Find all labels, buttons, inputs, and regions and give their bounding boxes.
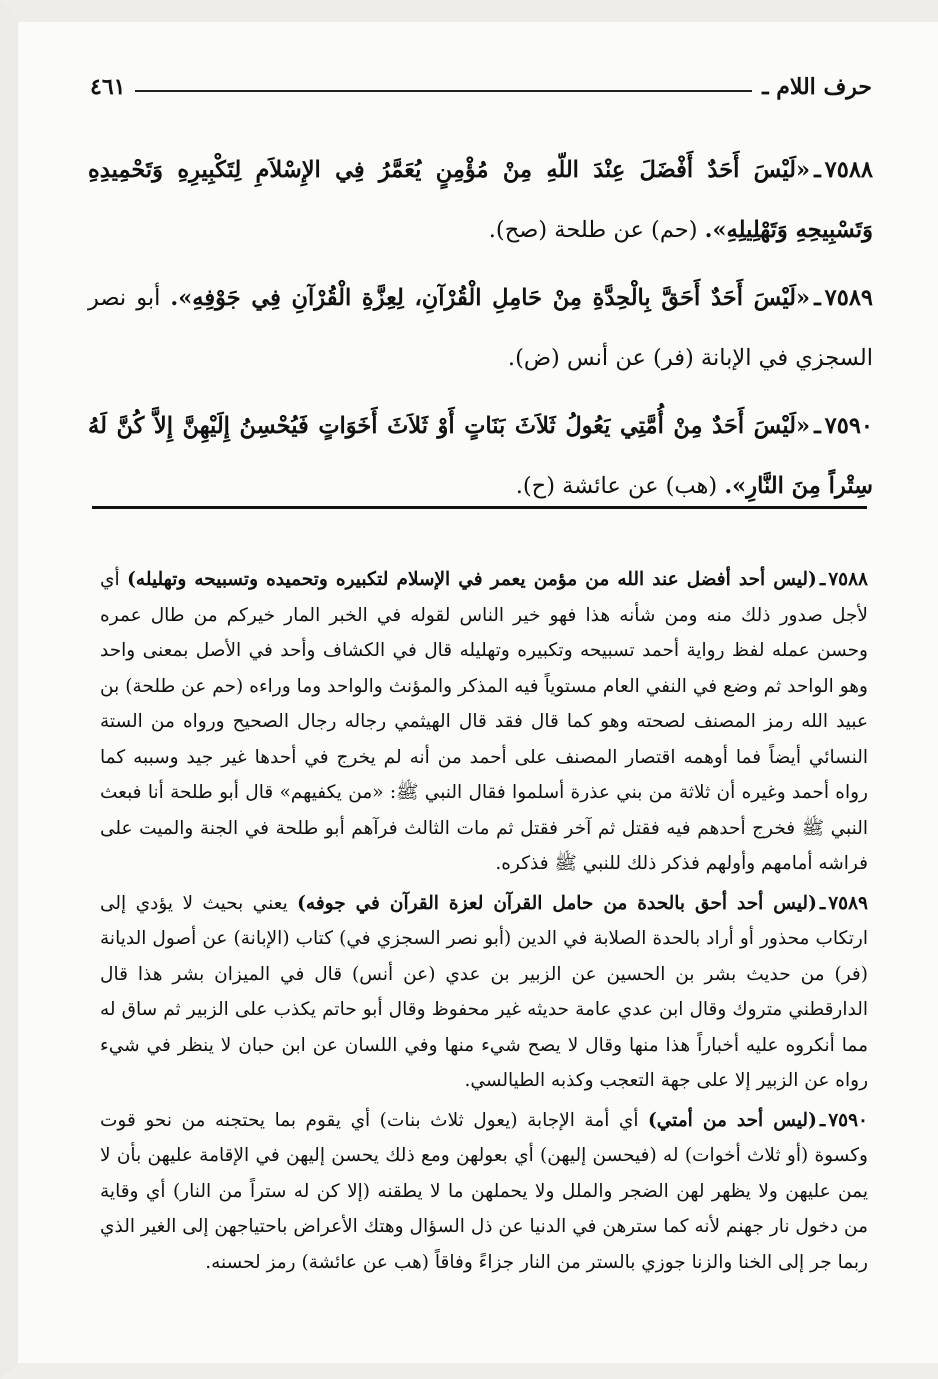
hadith-source: (حم) عن طلحة (صح). [488,217,698,243]
commentary-entry [100,1103,868,1281]
chapter-title: حرف اللام ـ [762,74,872,100]
commentary-separator: ـ [819,892,826,914]
hadith-separator: ـ [814,413,821,439]
hadith-text: «لَيْسَ أَحَدٌ أَحَقَّ بِالْحِدَّةِ مِنْ حَامِلِ الْقُرْآنِ، لِعِزَّةِ الْقُرْآنِ فِي جَوْفِهِ». [170,285,811,311]
hadith-source: أبو نصر السجزي في الإبانة (فر) عن أنس (ض). [88,285,873,371]
hadith-text: «لَيْسَ أَحَدٌ أَفْضَلَ عِنْدَ اللّهِ مِنْ مُؤْمِنٍ يُعَمَّرُ فِي الإِسْلاَمِ لِتَكْبِيرِهِ وَتَحْمِيدِهِ وَتَسْبِيحِهِ وَتَهْلِيلِهِ». [88,157,873,243]
hadith-number: ٧٥٨٩ [824,285,873,311]
hadith-number: ٧٥٩٠ [824,413,873,439]
hadith-section [88,140,873,524]
commentary-number: ٧٥٨٩ [828,892,868,914]
commentary-body: يعني بحيث لا يؤدي إلى ارتكاب محذور أو أراد بالحدة الصلابة في الدين (أبو نصر السجزي في) كتاب (الإبانة) عن أصول الديانة (فر) من حديث بشر بن الحسين عن الزبير بن عدي (عن أنس) قال في الميزان بشر هذا قال الدارقطني متروك وقال ابن عدي عامة حديثه غير محفوظ وقال أبو حاتم يكذب على الزبير ثم ساق له مما أنكروه عليه أخباراً هذا منها وقال لا يصح شيء منها وفي اللسان عن ابن حبان لا ينظر في شيء رواه عن الزبير إلا على جهة التعجب وكذبه الطيالسي. [100,892,868,1091]
commentary-lead: (ليس أحد أفضل عند الله من مؤمن يعمر في الإسلام لتكبيره وتحميده وتسبيحه وتهليله) [127,569,817,590]
hadith-number: ٧٥٨٨ [824,157,873,183]
commentary-body: أي أمة الإجابة (يعول ثلاث بنات) أي يقوم بما يحتجنه من نحو قوت وكسوة (أو ثلاث أخوات) له (فيحسن إليهن) أي بعولهن ومع ذلك يحسن إليهن في الإقامة عليهن بأن لا يمن عليهن ولا يظهر لهن الضجر والملل ولا يحملهن ما لا يطقنه (إلا كن له ستراً من النار) أي وقاية من دخول نار جهنم لأنه كما سترهن في الدنيا عن ذل السؤال وهتك الأعراض باحتياجهن إلى الغير الذي ربما جر إلى الخنا والزنا جوزي بالستر من النار جزاءً وفاقاً (هب عن عائشة) رمز لحسنه. [100,1109,868,1273]
hadith-source: (هب) عن عائشة (ح). [515,473,718,499]
commentary-lead: (ليس أحد من أمتي) [648,1109,817,1131]
commentary-number: ٧٥٩٠ [828,1109,868,1131]
commentary-section [100,562,868,1284]
commentary-number: ٧٥٨٨ [828,569,868,590]
hadith-entry [88,140,873,260]
commentary-entry [100,562,868,882]
page-number: ٤٦١ [90,74,126,100]
commentary-entry [100,886,868,1099]
hadith-separator: ـ [814,157,821,183]
commentary-body: أي لأجل صدور ذلك منه ومن شأنه هذا فهو خير الناس لقوله في الخبر المار خيركم من طال عمره وحسن عمله لفظ رواية أحمد تسبيحه وتكبيره وتهليله قال في الكشاف وأحد في الأصل بمعنى واحد وهو الواحد ثم وضع في النفي العام مستوياً فيه المذكر والمؤنث والواحد وما وراءه (حم عن طلحة) بن عبيد الله رمز المصنف لصحته وهو كما قال فقد قال الهيثمي رجاله رجال الصحيح ورواه من الستة النسائي أيضاً فما أوهمه اقتصار المصنف على أحمد من أنه لم يخرج في أحدها غير جيد وسببه كما رواه أحمد وغيره أن ثلاثة من بني عذرة أسلموا فقال النبي ﷺ: «من يكفيهم» قال أبو طلحة أنا فبعث النبي ﷺ فخرج أحدهم فيه فقتل ثم آخر فقتل ثم مات الثالث فرآهم أبو طلحة في الجنة والميت على فراشه أمامهم وأولهم فذكر ذلك للنبي ﷺ فذكره. [100,569,868,874]
header-rule [135,90,752,92]
hadith-separator: ـ [814,285,821,311]
hadith-text: «لَيْسَ أَحَدٌ مِنْ أُمَّتِي يَعُولُ ثَلاَثَ بَنَاتٍ أَوْ ثَلاَثَ أَخَوَاتٍ فَيُحْسِنُ إِلَيْهِنَّ إِلاَّ كُنَّ لَهُ سِتْراً مِنَ النَّارِ». [88,413,873,499]
hadith-entry [88,396,873,516]
commentary-lead: (ليس أحد أحق بالحدة من حامل القرآن لعزة القرآن في جوفه) [297,892,817,914]
hadith-entry [88,268,873,388]
commentary-separator: ـ [819,569,826,590]
section-divider [92,506,867,509]
page-header [90,74,872,100]
commentary-separator: ـ [819,1109,826,1131]
